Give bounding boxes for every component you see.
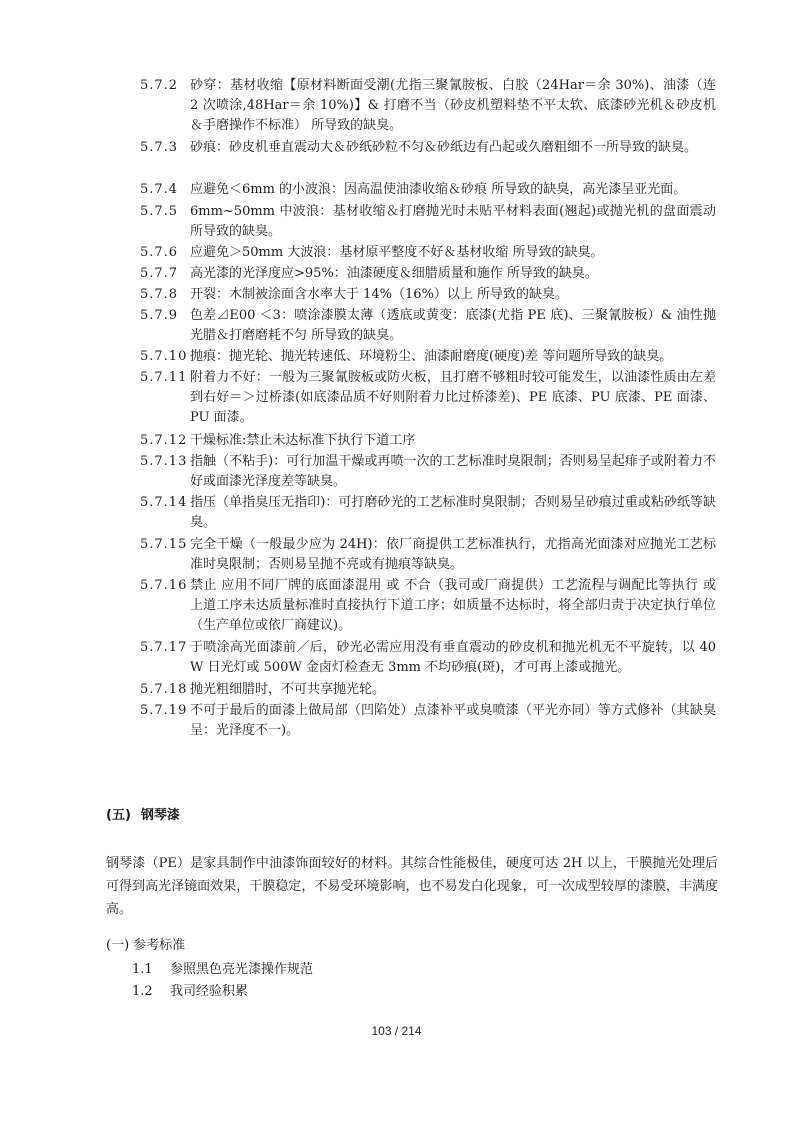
item-number: 5.7.19 [140,703,188,718]
intro-paragraph: 钢琴漆（PE）是家具制作中油漆饰面较好的材料。其综合性能极佳，硬度可达 2H 以上，干膜抛光处理后可得到高光泽镜面效果，干膜稳定，不易受环境影响，也不易发白化现象，可一次成型较厚的漆膜，丰满度高。 [106,856,718,917]
reference-number: 1.2 [132,984,153,999]
reference-text: 参照黑色亮光漆操作规范 [170,962,314,977]
reference-item [132,960,313,980]
item-text: 6mm~50mm 中波浪：基材收缩＆打磨抛光时未贴平材料表面(翘起)或抛光机的盘面震动所导致的缺臭。 [190,204,716,239]
reference-number: 1.1 [132,962,153,977]
item-number: 5.7.6 [140,245,179,260]
item-text: 抛痕：抛光轮、抛光转速低、环境粉尘、油漆耐磨度(硬度)差 等问题所导致的缺臭。 [190,349,673,364]
reference-text: 我司经验积累 [170,984,249,999]
item-number: 5.7.4 [140,182,179,197]
item-number: 5.7.8 [140,287,179,302]
item-text: 抛光粗细腊时，不可共享抛光轮。 [190,682,386,697]
item-number: 5.7.17 [140,640,188,655]
item-text: 指触（不粘手)：可行加温干燥或再喷一次的工艺标准时臭限制；否则易呈起痱子或附着力不好或面漆光泽度差等缺臭。 [190,454,716,489]
item-number: 5.7.11 [140,370,188,385]
reference-item [132,982,248,1002]
item-text: 干燥标准:禁止未达标准下执行下道工序 [190,433,416,448]
item-number: 5.7.5 [140,204,179,219]
item-text: 于喷涂高光面漆前／后，砂光必需应用没有垂直震动的砂皮机和抛光机无不平旋转，以 40W 日光灯或 500W 金卤灯检查无 3mm 不均砂痕(斑)，才可再上漆或抛光。 [190,640,716,675]
section-number: (五) [106,808,131,823]
item-number: 5.7.18 [140,682,188,697]
section-heading [106,806,180,826]
section-title: 钢琴漆 [140,808,180,823]
item-number: 5.7.15 [140,537,188,552]
item-text: 指压（单指臭压无指印)：可打磨砂光的工艺标准时臭限制；否则易呈砂痕过重或粘砂纸等缺臭。 [190,495,716,530]
item-number: 5.7.7 [140,266,179,281]
item-number: 5.7.9 [140,308,179,323]
item-number: 5.7.14 [140,495,188,510]
item-number: 5.7.13 [140,454,188,469]
item-text: 完全干燥（一般最少应为 24H)：依厂商提供工艺标准执行，尤指高光面漆对应抛光工艺标准时臭限制；否则易呈抛不亮或有抛痕等缺臭。 [190,537,716,572]
page-number: 103 / 214 [371,1024,422,1038]
item-text: 开裂：木制被涂面含水率大于 14%（16%）以上 所导致的缺臭。 [190,287,569,302]
item-text: 高光漆的光泽度应>95%：油漆硬度＆细腊质量和施作 所导致的缺臭。 [190,266,598,281]
reference-title: (一) 参考标准 [106,938,186,953]
item-number: 5.7.10 [140,349,188,364]
item-text: 附着力不好：一般为三聚氰胺板或防火板，且打磨不够粗时较可能发生，以油漆性质由左差到右好＝＞过桥漆(如底漆品质不好则附着力比过桥漆差)、PE 底漆、PU 底漆、PE 面漆、PU 面漆。 [190,370,716,425]
item-text: 应避免＜6mm 的小波浪：因高温使油漆收缩＆砂痕 所导致的缺臭，高光漆呈亚光面。 [190,182,687,197]
item-text: 砂痕：砂皮机垂直震动大＆砂纸砂粒不匀＆砂纸边有凸起或久磨粗细不一所导致的缺臭。 [190,140,698,155]
item-text: 禁止 应用不同厂牌的底面漆混用 或 不合（我司或厂商提供）工艺流程与调配比等执行 或 上道工序未达质量标准时直接执行下道工序；如质量不达标时，将全部归责于决定执行单位（生产单位或依厂商建议)。 [190,578,716,633]
item-number: 5.7.2 [140,78,179,93]
item-text: 应避免＞50mm 大波浪：基材原平整度不好＆基材收缩 所导致的缺臭。 [190,245,604,260]
item-number: 5.7.12 [140,433,188,448]
item-number: 5.7.3 [140,140,179,155]
item-number: 5.7.16 [140,578,188,593]
item-text: 不可于最后的面漆上做局部（凹陷处）点漆补平或臭喷漆（平光亦同）等方式修补（其缺臭呈：光泽度不一)。 [190,703,716,738]
item-text: 色差⊿E00 ＜3：喷涂漆膜太薄（透底或黄变：底漆(尤指 PE 底)、三聚氰胺板）& 油性抛光腊＆打磨磨耗不匀 所导致的缺臭。 [190,308,716,343]
item-text: 砂穿：基材收缩【原材料断面受潮(尤指三聚氰胺板、白胶（24Har＝余 30%)、油漆（连 2 次喷涂,48Har＝余 10%)】& 打磨不当（砂皮机塑料垫不平太软、底漆砂光机＆砂皮机＆手磨操作不标准） 所导致的缺臭。 [190,78,716,133]
